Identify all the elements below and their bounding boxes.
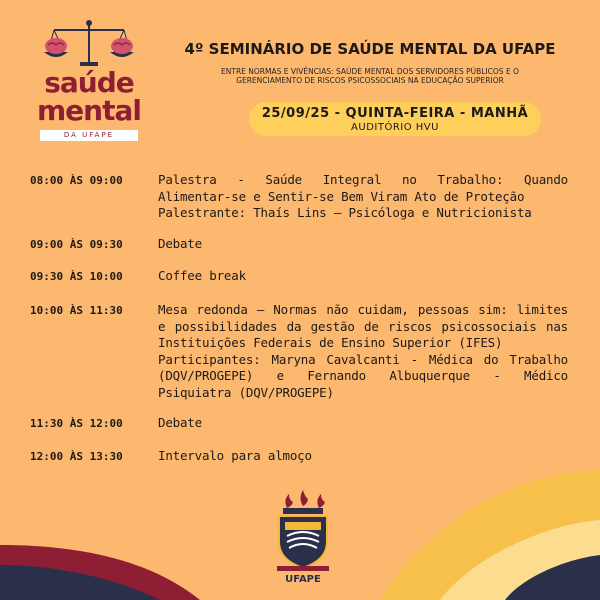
schedule-line: Debate: [158, 236, 202, 251]
schedule-description: [158, 302, 568, 401]
schedule-time: 09:00 ÀS 09:30: [30, 238, 123, 251]
schedule-line: Participantes: Maryna Cavalcanti - Médica do Trabalho (DQV/PROGEPE) e Fernando Albuquerque - Médico Psiquiatra (DQV/PROGEPE): [158, 351, 568, 400]
schedule-description: [158, 415, 568, 432]
schedule-description: [158, 172, 568, 222]
date-banner: [249, 102, 541, 136]
schedule-time: 11:30 ÀS 12:00: [30, 417, 123, 430]
schedule-description: [158, 268, 568, 285]
logo-word-mental: mental: [37, 94, 141, 127]
schedule-line: Intervalo para almoço: [158, 448, 312, 463]
event-place: AUDITÓRIO HVU: [351, 122, 439, 133]
schedule-time: 09:30 ÀS 10:00: [30, 270, 123, 283]
event-subtitle-line-2: GERENCIAMENTO DE RISCOS PSICOSSOCIAIS NA EDUCAÇÃO SUPERIOR: [236, 76, 504, 85]
schedule-line: Coffee break: [158, 268, 246, 283]
schedule-line: Palestrante: Thaís Lins – Psicóloga e Nutricionista: [158, 205, 532, 220]
schedule-line: Palestra - Saúde Integral no Trabalho: Quando Alimentar-se e Sentir-se Bem Viram Ato de Proteção: [158, 172, 568, 204]
event-title: 4º SEMINÁRIO DE SAÚDE MENTAL DA UFAPE: [184, 40, 556, 58]
ufape-logo: [273, 490, 333, 590]
schedule-time: 08:00 ÀS 09:00: [30, 174, 123, 187]
logo-word-saude: saúde: [44, 66, 134, 99]
schedule-time: 12:00 ÀS 13:30: [30, 450, 123, 463]
schedule-line: Debate: [158, 415, 202, 430]
saude-mental-logo: [34, 18, 144, 140]
logo-subtitle: DA UFAPE: [40, 130, 138, 141]
ufape-label: UFAPE: [285, 574, 321, 585]
schedule-time: 10:00 ÀS 11:30: [30, 304, 123, 317]
event-subtitle: [190, 67, 550, 85]
schedule-description: [158, 448, 568, 465]
brain-scale-icon: [34, 18, 144, 68]
schedule-line: Mesa redonda – Normas não cuidam, pessoas sim: limites e possibilidades da gestão de riscos psicossociais nas Instituições Federais de Ensino Superior (IFES): [158, 302, 568, 350]
schedule-description: [158, 236, 568, 253]
ufape-crest-icon: [273, 490, 333, 574]
event-date: 25/09/25 - QUINTA-FEIRA - MANHÃ: [261, 106, 529, 121]
event-subtitle-line-1: ENTRE NORMAS E VIVÊNCIAS: SAÚDE MENTAL DOS SERVIDORES PÚBLICOS E O: [221, 67, 519, 76]
